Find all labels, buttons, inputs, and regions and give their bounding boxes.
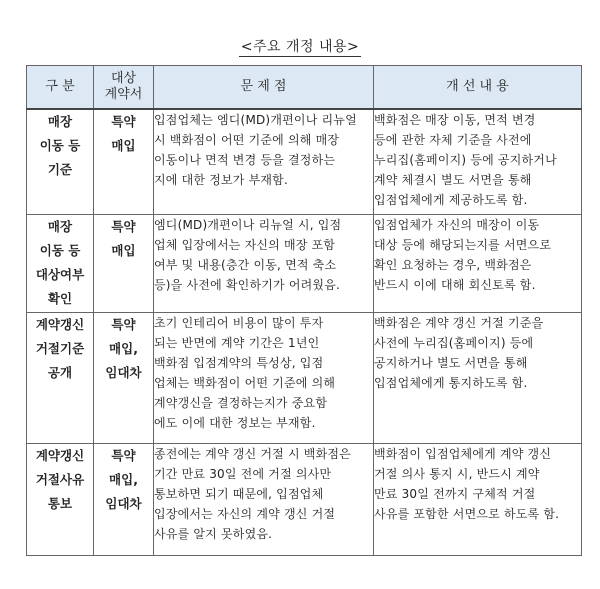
table-header-row <box>27 66 582 110</box>
improvement-line: 등에 관한 자체 기준을 사전에 <box>374 133 532 147</box>
problem-line: 통보하면 되기 때문에, 입점업체 <box>154 486 324 501</box>
improvement-line: 사전에 누리집(홈페이지) 등에 <box>374 335 534 350</box>
header-target-line: 계약서 <box>104 87 143 102</box>
problem-line: 계약갱신을 결정하는지가 중요함 <box>154 395 328 410</box>
category-line: 계약갱신 <box>35 447 85 463</box>
improvement-line: 백화점은 매장 이동, 면적 변경 <box>374 113 536 127</box>
problem-line: 여부 및 내용(층간 이동, 면적 축소 <box>154 257 337 272</box>
improvement-line: 백화점은 계약 갱신 거절 기준을 <box>374 315 544 330</box>
problem-line: 시 백화점이 어떤 기준에 의해 매장 <box>154 133 340 147</box>
improvement-line: 누리집(홈페이지) 등에 공지하거나 <box>374 153 557 167</box>
problem-line: 입장에서는 자신의 계약 갱신 거절 <box>154 506 336 521</box>
target-line: 특약 <box>111 114 136 129</box>
table-row <box>27 109 582 214</box>
header-target-line: 대상 <box>110 71 137 86</box>
category-line: 기준 <box>47 162 73 177</box>
target-line: 특약 <box>111 218 136 234</box>
table-row <box>27 214 582 312</box>
category-line: 거절사유 <box>35 471 85 487</box>
improvement-line: 계약 체결시 별도 서면을 통해 <box>374 173 532 187</box>
target-line: 매입 <box>111 138 136 153</box>
row-improvement <box>374 312 582 443</box>
category-line: 대상여부 <box>35 266 85 282</box>
category-line: 통보 <box>47 495 73 511</box>
target-line: 특약 <box>111 316 136 332</box>
improvement-line: 백화점이 입점업체에게 계약 갱신 <box>374 446 552 461</box>
target-line: 특약 <box>111 447 136 463</box>
problem-line: 에도 이에 대한 정보는 부재함. <box>154 415 316 430</box>
improvement-line: 대상 등에 해당되는지를 서면으로 <box>374 237 552 252</box>
target-line: 임대차 <box>105 495 142 511</box>
problem-line: 엠디(MD)개편이나 리뉴얼 시, 입점 <box>154 217 342 232</box>
problem-line: 입점업체는 엠디(MD)개편이나 리뉴얼 <box>154 113 357 127</box>
row-problem <box>154 312 374 443</box>
row-problem <box>154 214 374 312</box>
problem-line: 업체는 백화점이 어떤 기준에 의해 <box>154 375 336 390</box>
target-line: 매입 <box>111 242 136 258</box>
row-problem <box>154 443 374 555</box>
category-line: 확인 <box>47 290 73 306</box>
target-line: 매입, <box>109 471 138 487</box>
category-line: 거절기준 <box>35 340 85 356</box>
header-target-contract <box>94 66 154 110</box>
row-improvement <box>374 443 582 555</box>
row-target-contract <box>94 109 154 214</box>
improvement-line: 입점업체가 자신의 매장이 이동 <box>374 217 540 232</box>
category-line: 공개 <box>47 364 73 380</box>
problem-line: 지에 대한 정보가 부재함. <box>154 173 288 187</box>
header-category: 구 분 <box>27 66 94 110</box>
improvement-line: 입점업체에게 제공하도록 함. <box>374 193 528 207</box>
row-category <box>27 443 94 555</box>
category-line: 이동 등 <box>39 138 81 153</box>
problem-line: 백화점 입점계약의 특성상, 입점 <box>154 355 324 370</box>
table-row <box>27 312 582 443</box>
improvement-line: 공지하거나 별도 서면을 통해 <box>374 355 528 370</box>
problem-line: 등)을 사전에 확인하기가 어려웠음. <box>154 277 341 292</box>
row-category <box>27 214 94 312</box>
revision-table <box>26 65 582 556</box>
row-target-contract <box>94 214 154 312</box>
row-target-contract <box>94 312 154 443</box>
row-problem <box>154 109 374 214</box>
row-target-contract <box>94 443 154 555</box>
row-improvement <box>374 109 582 214</box>
improvement-line: 거절 의사 통지 시, 반드시 계약 <box>374 466 540 481</box>
target-line: 매입, <box>109 340 138 356</box>
improvement-line: 반드시 이에 대해 회신토록 함. <box>374 277 536 292</box>
table-row <box>27 443 582 555</box>
improvement-line: 확인 요청하는 경우, 백화점은 <box>374 257 532 272</box>
improvement-line: 입점업체에게 통지하도록 함. <box>374 375 528 390</box>
row-improvement <box>374 214 582 312</box>
category-line: 이동 등 <box>39 242 81 258</box>
problem-line: 사유를 알지 못하였음. <box>154 526 273 541</box>
improvement-line: 사유를 포함한 서면으로 하도록 함. <box>374 506 560 521</box>
improvement-line: 만료 30일 전까지 구체적 거절 <box>374 486 536 501</box>
header-problem: 문 제 점 <box>154 66 374 110</box>
category-line: 매장 <box>47 114 73 129</box>
document-title <box>0 36 600 56</box>
category-line: 매장 <box>47 218 73 234</box>
problem-line: 초기 인테리어 비용이 많이 투자 <box>154 315 324 330</box>
target-line: 임대차 <box>105 364 142 380</box>
row-category <box>27 109 94 214</box>
problem-line: 이동이나 면적 변경 등을 결정하는 <box>154 153 336 167</box>
title-text: <주요 개정 내용> <box>240 39 360 55</box>
problem-line: 종전에는 계약 갱신 거절 시 백화점은 <box>154 446 351 461</box>
problem-line: 되는 반면에 계약 기간은 1년인 <box>154 335 320 350</box>
problem-line: 기간 만료 30일 전에 거절 의사만 <box>154 466 332 481</box>
problem-line: 업체 입장에서는 자신의 매장 포함 <box>154 237 336 252</box>
row-category <box>27 312 94 443</box>
category-line: 계약갱신 <box>35 316 85 332</box>
header-improvement: 개 선 내 용 <box>374 66 582 110</box>
